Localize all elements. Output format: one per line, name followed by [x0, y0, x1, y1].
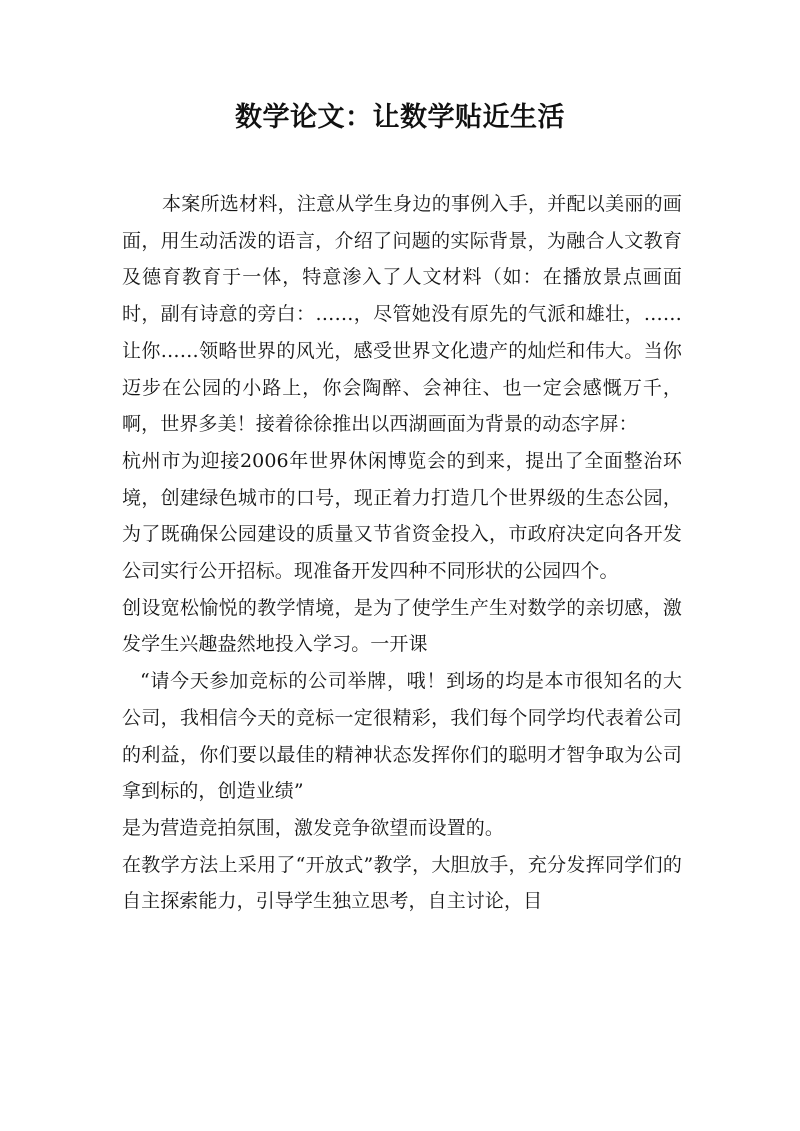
- document-title: 数学论文：让数学贴近生活: [235, 102, 565, 133]
- paragraph-method: 在教学方法上采用了“开放式”教学，大胆放手，充分发挥同学们的自主探索能力，引导学生独立思考，自主讨论，目: [122, 853, 682, 913]
- paragraph-situation: 创设宽松愉悦的教学情境，是为了使学生产生对数学的亲切感，激发学生兴趣盎然地投入学习。一开课: [122, 596, 682, 656]
- document-body: [122, 186, 682, 920]
- paragraph-background: 杭州市为迎接2006年世界休闲博览会的到来，提出了全面整治环境，创建绿色城市的口号，现正着力打造几个世界级的生态公园，为了既确保公园建设的质量又节省资金投入，市政府决定向各开发公司实行公开招标。现准备开发四种不同形状的公园四个。: [122, 449, 682, 583]
- paragraph-purpose: 是为营造竞拍氛围，激发竞争欲望而设置的。: [122, 816, 505, 839]
- paragraph-quote: “请今天参加竞标的公司举牌，哦！到场的均是本市很知名的大公司，我相信今天的竞标一定很精彩，我们每个同学均代表着公司的利益，你们要以最佳的精神状态发挥你们的聪明才智争取为公司拿到标的，创造业绩”: [122, 670, 682, 803]
- paragraph-intro: 本案所选材料，注意从学生身边的事例入手，并配以美丽的画面，用生动活泼的语言，介绍了问题的实际背景，为融合人文教育及德育教育于一体，特意渗入了人文材料（如：在播放景点画面时，副有诗意的旁白：……，尽管她没有原先的气派和雄壮，……让你……领略世界的风光，感受世界文化遗产的灿烂和伟大。当你迈步在公园的小路上，你会陶醉、会神往、也一定会感慨万千，啊，世界多美！接着徐徐推出以西湖画面为背景的动态字屏：: [122, 193, 682, 436]
